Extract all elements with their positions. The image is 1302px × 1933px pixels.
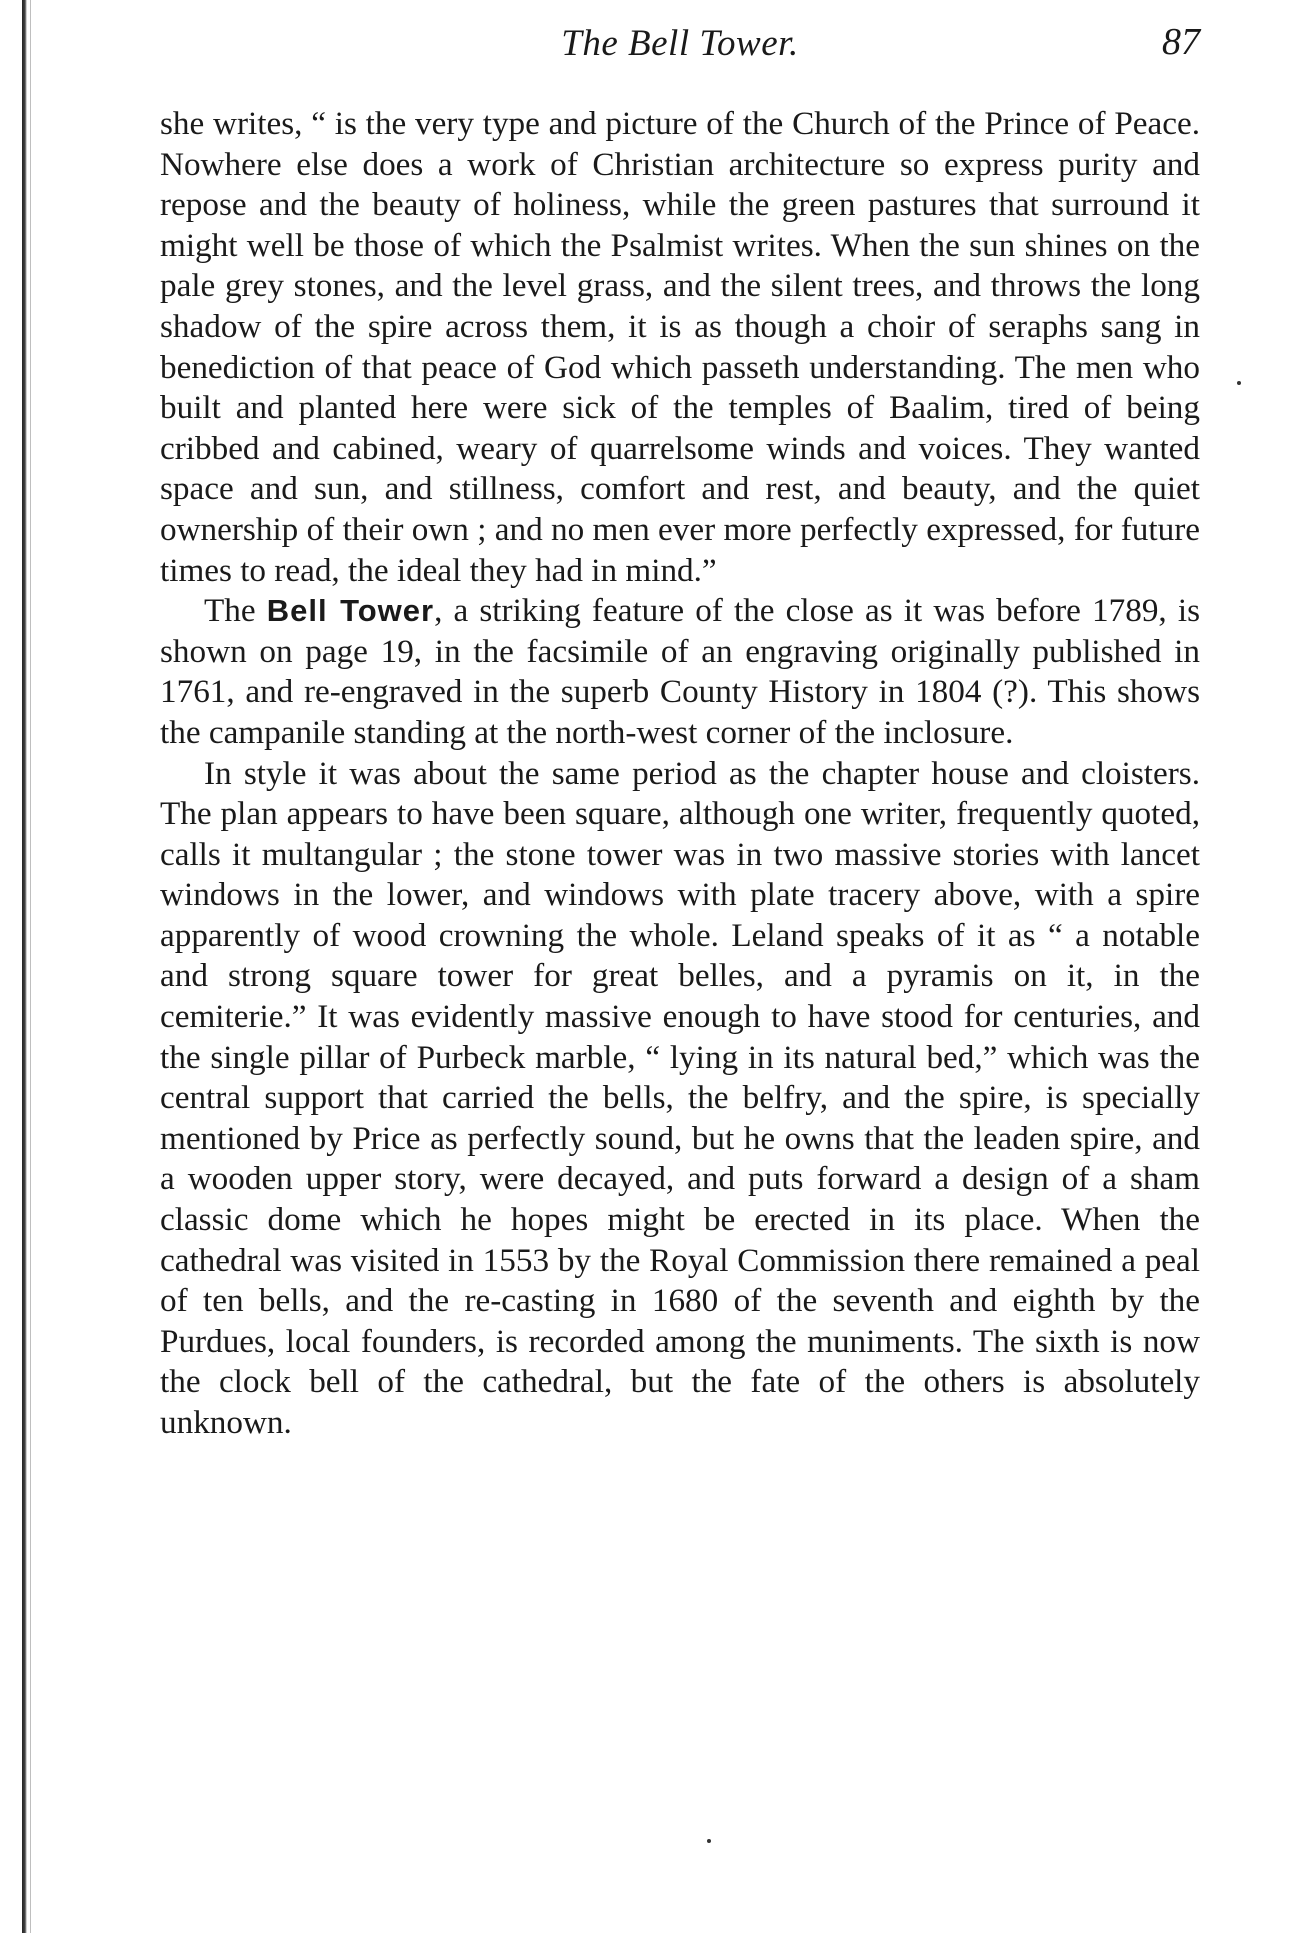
binding-edge-shadow bbox=[22, 0, 27, 1933]
paragraph-2-rest: , a striking feature of the close as it was before 1789, is shown on page 19, in the facsimile of an engraving originally published in 1761, and re-engraved in the superb County History in 1804 (?). This shows the campanile standing at the north-west corner of the inclosure. bbox=[160, 592, 1200, 751]
paragraph-3: In style it was about the same period as the chapter house and cloisters. The plan appears to have been square, although one writer, frequently quoted, calls it multangular ; the stone tower was in two massive stories with lancet windows in the lower, and windows with plate tracery above, with a spire apparently of wood crowning the whole. Leland speaks of it as “ a notable and strong square tower for great belles, and a pyramis on it, in the cemiterie.” It was evidently massive enough to have stood for centuries, and the single pillar of Purbeck marble, “ lying in its natural bed,” which was the central support that carried the bells, the belfry, and the spire, is specially mentioned by Price as perfectly sound, but he owns that the leaden spire, and a wooden upper story, were decayed, and puts forward a design of a sham classic dome which he hopes might be erected in its place. When the cathedral was visited in 1553 by the Royal Commission there remained a peal of ten bells, and the re-casting in 1680 of the seventh and eighth by the Purdues, local founders, is recorded among the muniments. The sixth is now the clock bell of the cathedral, but the fate of the others is absolutely unknown. bbox=[160, 754, 1200, 1441]
scan-speck bbox=[707, 1839, 711, 1843]
page-number: 87 bbox=[1162, 21, 1200, 63]
running-head bbox=[160, 18, 1200, 78]
scan-speck bbox=[1237, 381, 1241, 385]
binding-edge-line bbox=[30, 0, 31, 1933]
paragraph-2-emphasis: Bell Tower bbox=[266, 593, 435, 629]
body-text bbox=[160, 104, 1200, 1444]
paragraph-1: she writes, “ is the very type and picture of the Church of the Prince of Peace. Nowhere else does a work of Christian architecture so express purity and repose and the beauty of holiness, while the green pastures that surround it might well be those of which the Psalmist writes. When the sun shines on the pale grey stones, and the level grass, and the silent trees, and throws the long shadow of the spire across them, it is as though a choir of seraphs sang in benediction of that peace of God which passeth understanding. The men who built and planted here were sick of the temples of Baalim, tired of being cribbed and cabined, weary of quarrelsome winds and voices. They wanted space and sun, and stillness, comfort and rest, and beauty, and the quiet ownership of their own ; and no men ever more perfectly expressed, for future times to read, the ideal they had in mind.” bbox=[160, 105, 1200, 589]
paragraph-2-lead: The bbox=[204, 592, 267, 630]
paragraph-2 bbox=[160, 591, 1200, 753]
running-title: The Bell Tower. bbox=[561, 23, 799, 64]
